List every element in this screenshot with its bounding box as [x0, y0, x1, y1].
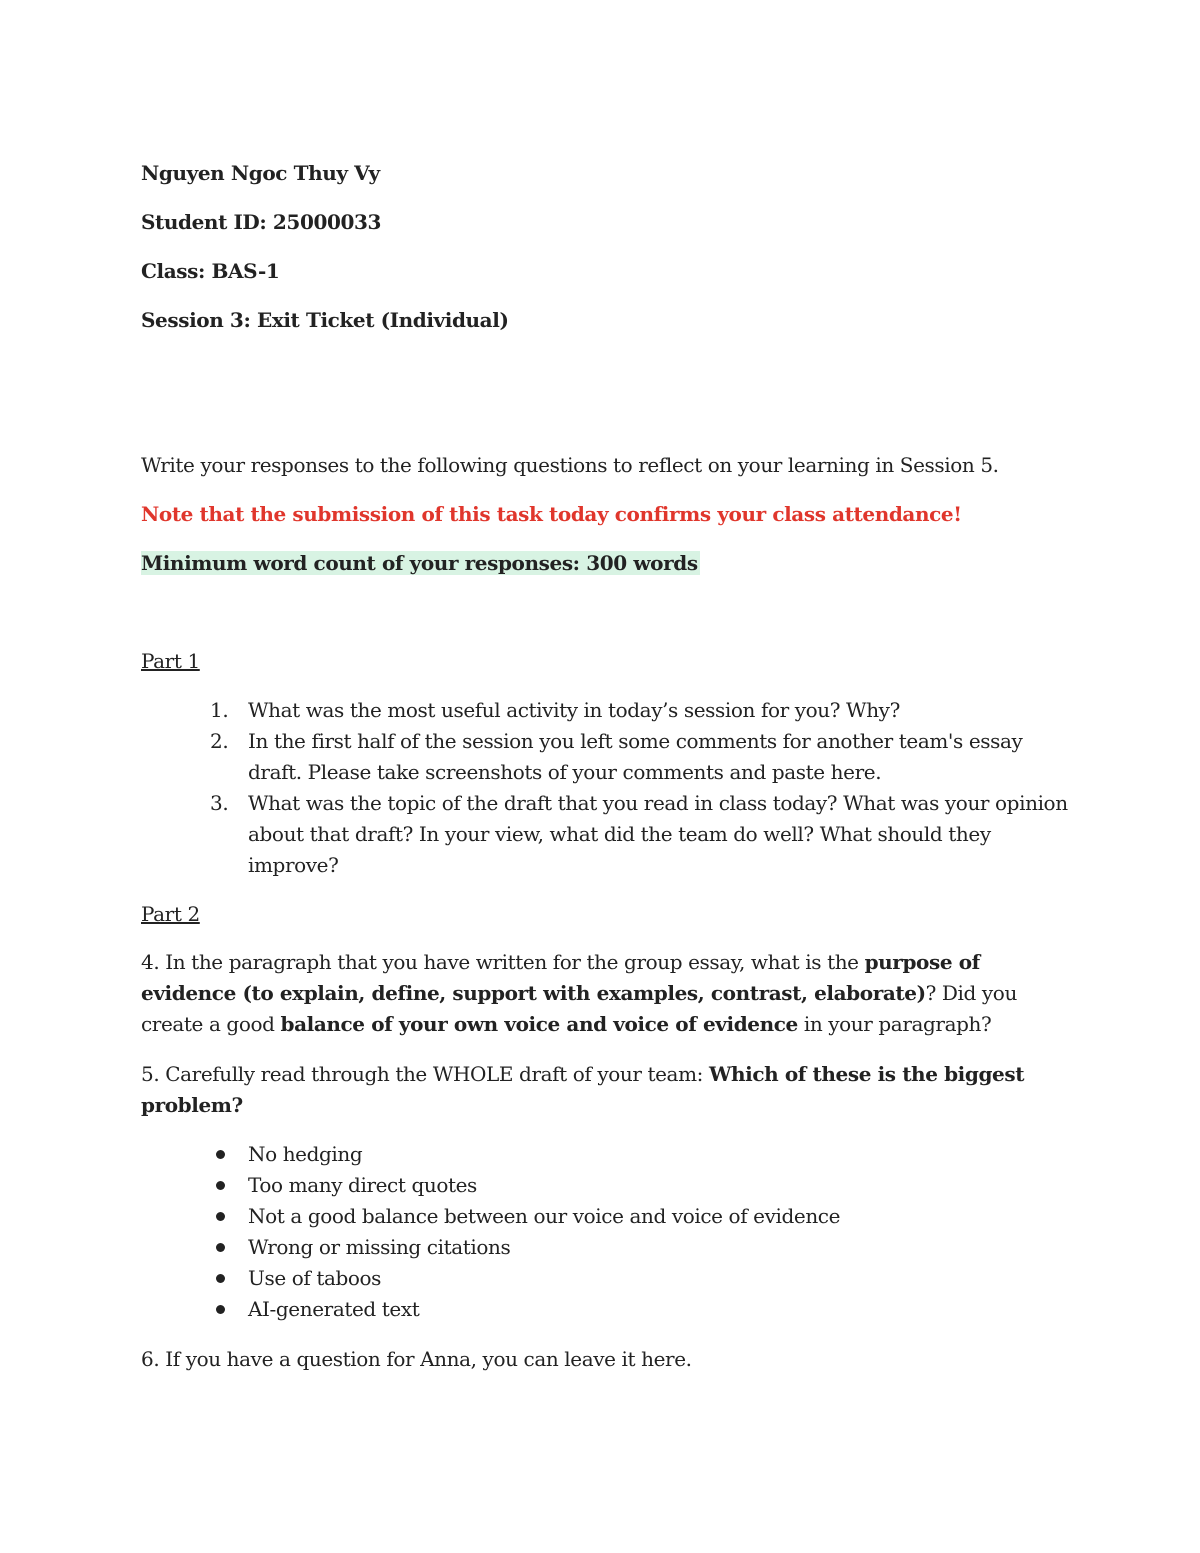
q5-bold-question: Which of these is the biggest problem? [141, 1062, 1025, 1117]
bullet-icon [216, 1305, 225, 1314]
q4-text: in your paragraph? [797, 1012, 992, 1036]
question-text: In the first half of the session you left some comments for another team's essay draft. Please take screenshots of your comments and paste here. [248, 729, 1023, 784]
attendance-note: Note that the submission of this task today confirms your class attendance! [141, 502, 962, 526]
question-6: 6. If you have a question for Anna, you can leave it here. [141, 1347, 692, 1371]
question-5 [141, 1059, 1041, 1121]
part1-heading: Part 1 [141, 649, 200, 673]
option-text: Too many direct quotes [248, 1173, 477, 1197]
question-number: 3. [210, 791, 229, 815]
q4-text: ? Did you create a good [141, 981, 1017, 1036]
bullet-icon [216, 1150, 225, 1159]
student-name: Nguyen Ngoc Thuy Vy [141, 161, 380, 185]
list-item [210, 1170, 1010, 1201]
option-text: Not a good balance between our voice and voice of evidence [248, 1204, 841, 1228]
bullet-icon [216, 1274, 225, 1283]
question-number: 1. [210, 698, 229, 722]
question-item [210, 726, 1070, 788]
question-number: 2. [210, 729, 229, 753]
list-item [210, 1232, 1010, 1263]
session-title: Session 3: Exit Ticket (Individual) [141, 308, 509, 332]
student-id: Student ID: 25000033 [141, 210, 382, 234]
list-item [210, 1294, 1010, 1325]
part2-heading: Part 2 [141, 902, 200, 926]
question-text: What was the topic of the draft that you read in class today? What was your opinion about that draft? In your view, what did the team do well? What should they improve? [248, 791, 1068, 877]
q4-bold-purpose: purpose of evidence (to explain, define, support with examples, contrast, elaborate) [141, 950, 980, 1005]
question-text: What was the most useful activity in today’s session for you? Why? [248, 698, 900, 722]
class-label: Class: BAS-1 [141, 259, 280, 283]
list-item [210, 1139, 1010, 1170]
list-item [210, 1201, 1010, 1232]
option-text: AI-generated text [248, 1297, 420, 1321]
q4-bold-balance: balance of your own voice and voice of evidence [280, 1012, 798, 1036]
min-word-count-highlight: Minimum word count of your responses: 300 words [141, 551, 698, 575]
option-text: Wrong or missing citations [248, 1235, 511, 1259]
question-item [210, 788, 1070, 881]
q5-text: 5. Carefully read through the WHOLE draft of your team: [141, 1062, 709, 1086]
bullet-icon [216, 1212, 225, 1221]
option-text: Use of taboos [248, 1266, 382, 1290]
option-text: No hedging [248, 1142, 363, 1166]
problem-options-list [210, 1139, 1010, 1325]
bullet-icon [216, 1243, 225, 1252]
bullet-icon [216, 1181, 225, 1190]
list-item [210, 1263, 1010, 1294]
min-word-count [141, 548, 700, 579]
part1-question-list [210, 695, 1070, 881]
question-4 [141, 947, 1041, 1040]
q4-text: 4. In the paragraph that you have written for the group essay, what is the [141, 950, 865, 974]
instruction-text: Write your responses to the following questions to reflect on your learning in Session 5. [141, 453, 999, 477]
question-item [210, 695, 1070, 726]
